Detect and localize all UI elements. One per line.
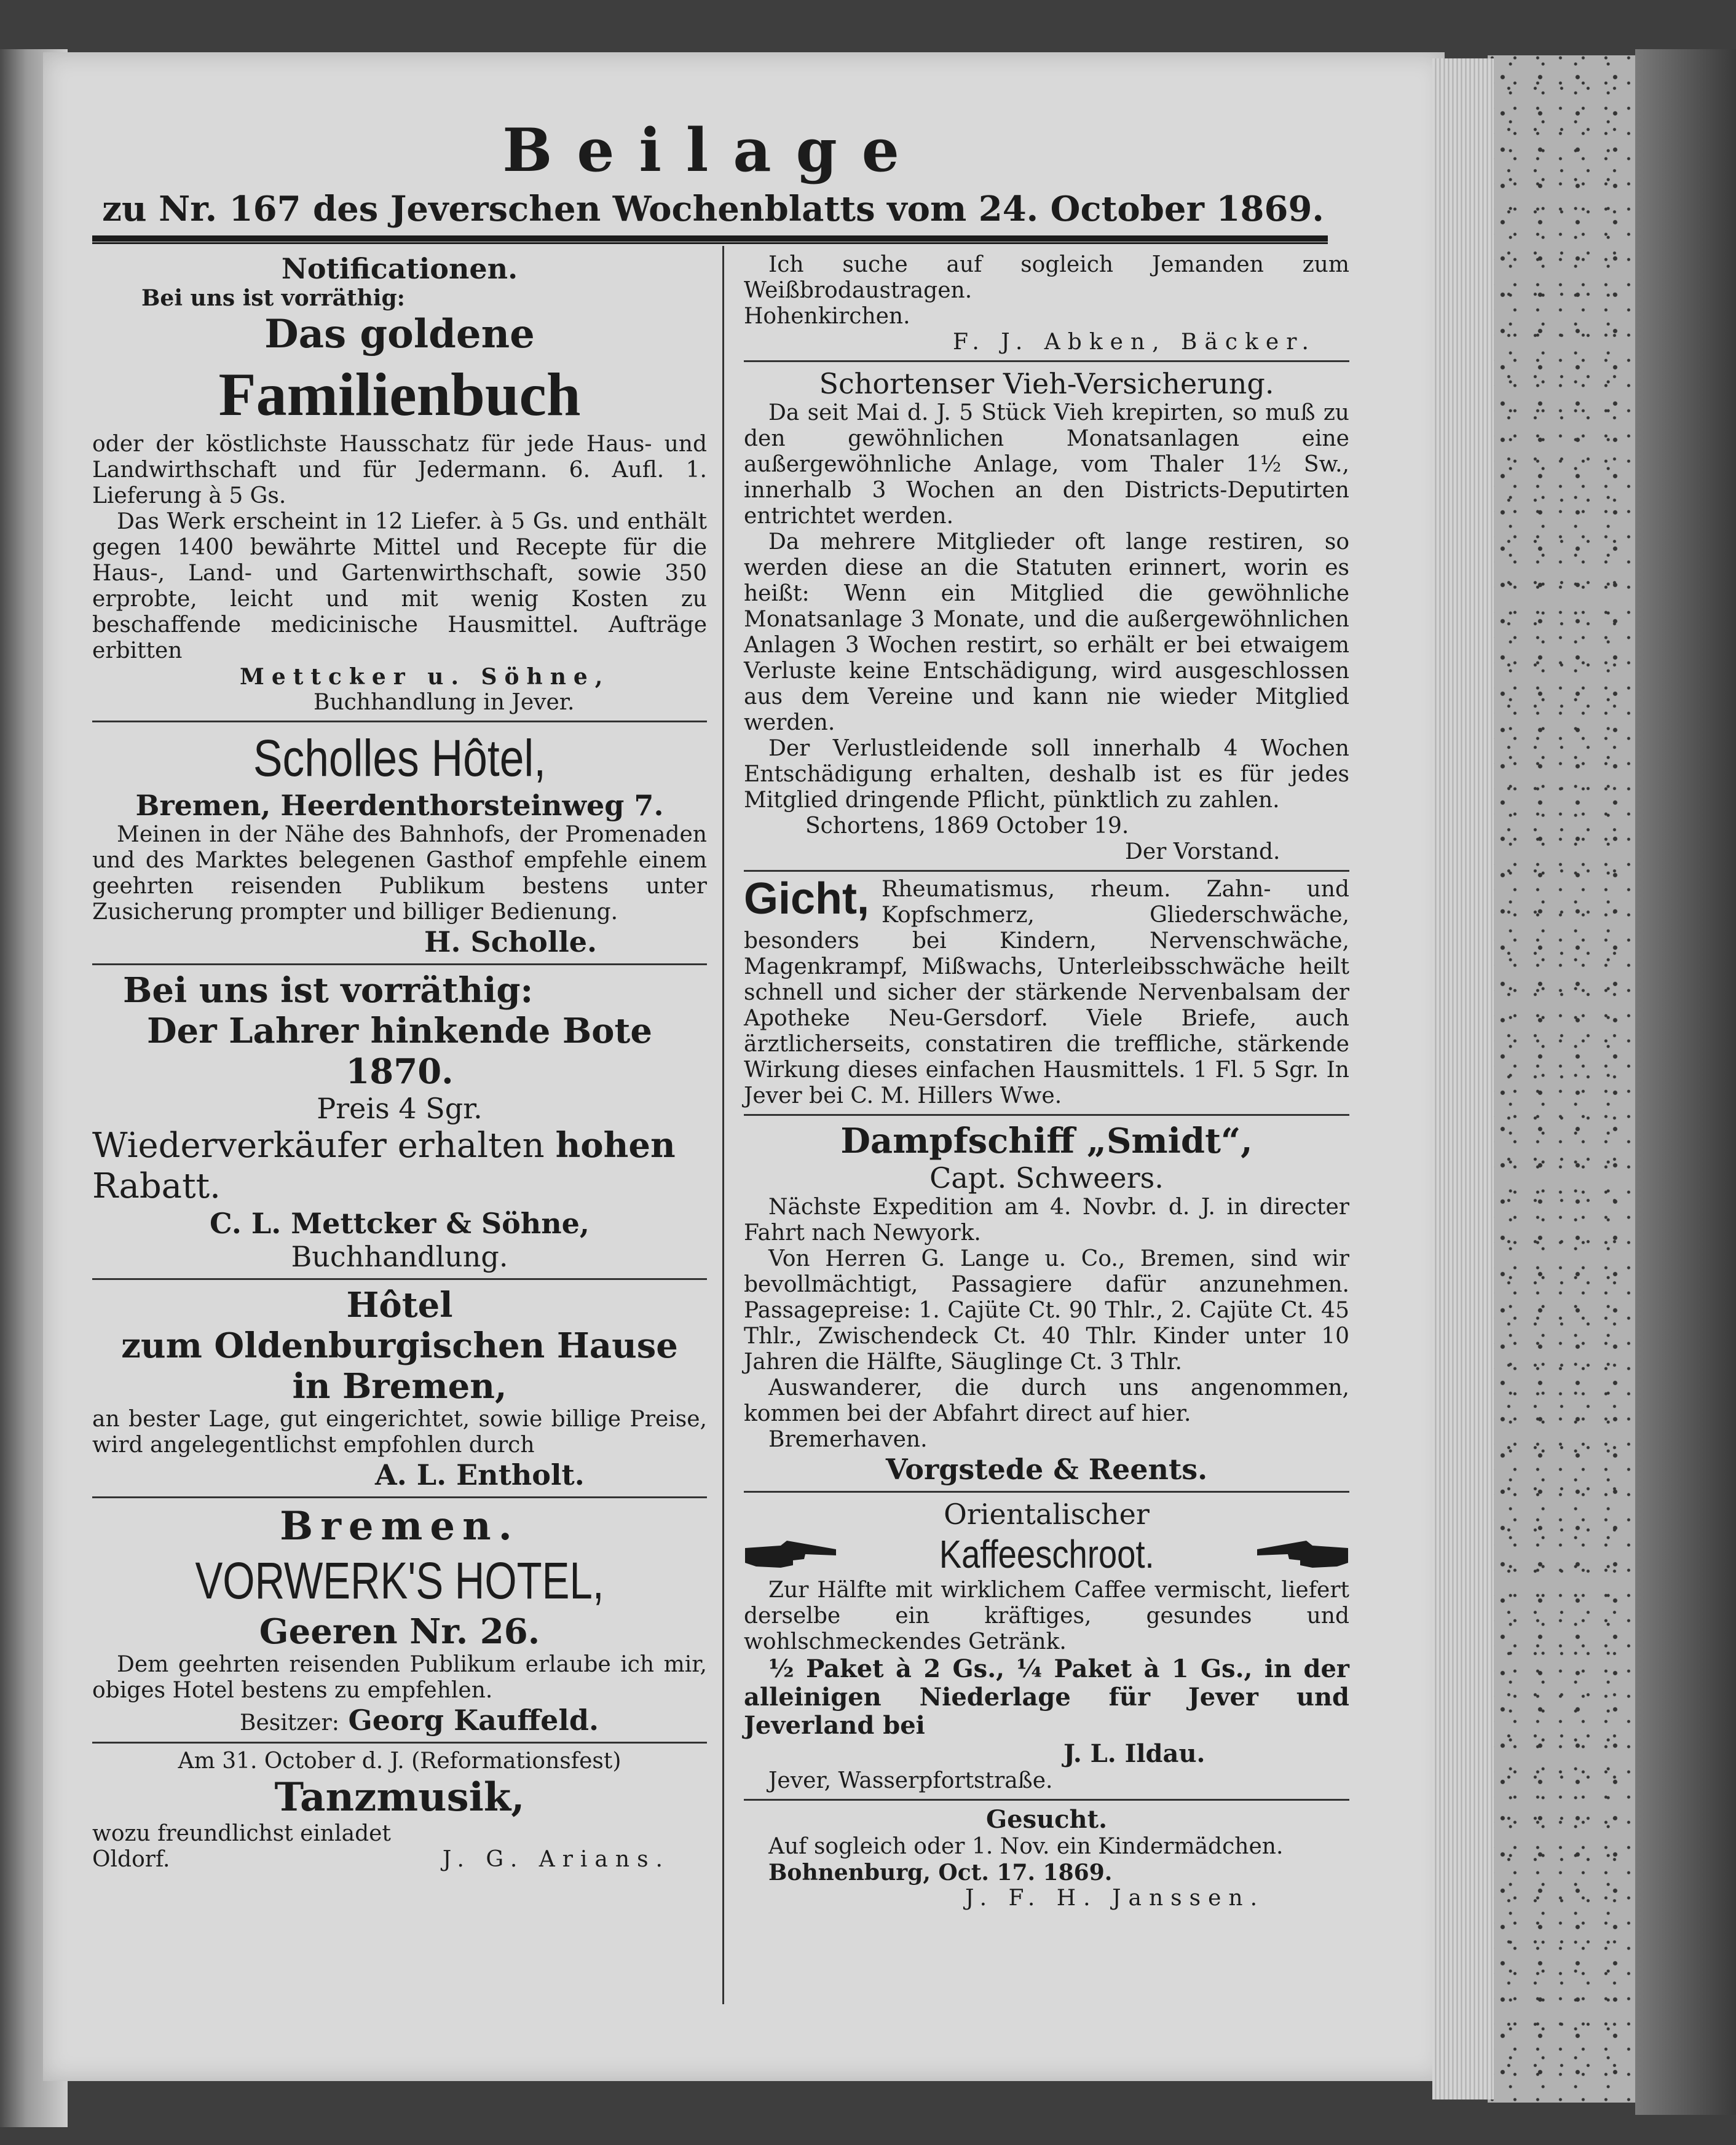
tanz-date: Am 31. October d. J. (Reformationsfest) [178,1748,621,1774]
pointing-hand-right-icon [744,1536,842,1573]
kaffee-title-row [744,1531,1349,1578]
gicht-ad [744,874,1349,1109]
divider [92,963,707,965]
vorwerk-address: Geeren Nr. 26. [259,1611,540,1652]
vieh-p3: Der Verlustleidende soll innerhalb 4 Wochen Entschädigung erhalten, deshalb ist es für jedes Mitglied dringende Pflicht, pünktlich zu zahlen. [744,736,1349,813]
kaffee-p1: Zur Hälfte mit wirklichem Caffee vermischt, liefert derselbe ein kräftiges, gesundes und wohlschmeckendes Getränk. [744,1578,1349,1654]
vorwerk-city: Bremen. [280,1503,519,1549]
divider [744,1799,1349,1801]
divider [92,721,707,722]
dampfschiff-ad [744,1121,1349,1486]
tanz-place: Oldorf. [92,1847,170,1872]
bote-reseller-text: Wiederverkäufer erhalten [92,1126,545,1166]
page-stack-edges [1432,58,1494,2100]
scholle-body: Meinen in der Nähe des Bahnhofs, der Promenaden und des Marktes belegenen Gasthof empfehle einem geehrten reisenden Publikum bestens unter Zusicherung prompter und billiger Bedienung. [92,822,707,925]
divider [92,1742,707,1744]
binding-edge [1635,49,1736,2115]
smidt-place: Bremerhaven. [768,1427,928,1452]
divider [92,1496,707,1498]
divider [92,1278,707,1280]
masthead-subtitle: zu Nr. 167 des Jeverschen Wochenblatts vom 24. October 1869. [102,189,1324,229]
gesucht-date: Bohnenburg, Oct. 17. 1869. [768,1860,1113,1886]
vorwerk-body: Dem geehrten reisenden Publikum erlaube ich mir, obiges Hotel bestens zu empfehlen. [92,1652,707,1703]
scholle-hotel-ad [92,727,707,958]
notification-signature-2: Buchhandlung in Jever. [314,690,575,715]
scholle-signature: H. Scholle. [424,925,598,958]
tanz-title: Tanzmusik, [274,1774,525,1820]
vieh-versicherung-ad [744,367,1349,865]
scholle-hotel-title: Scholles Hôtel, [253,729,546,787]
vorwerk-signature-name: Georg Kauffeld. [348,1704,599,1737]
bote-signature-1: C. L. Mettcker & Söhne, [210,1207,590,1240]
right-column [744,252,1349,1911]
gicht-body: Rheumatismus, rheum. Zahn- und Kopfschmerz, Gliederschwäche, besonders bei Kindern, Nervenschwäche, Magenkrampf, Mißwachs, Unterleibsschwäche heilt schnell und sicher der stärkende Nervenbalsam der Apotheke Neu-Gersdorf. Viele Briefe, auch ärztlicherseits, constatiren die treffliche, stärkende Wirkung dieses einfachen Hausmittels. 1 Fl. 5 Sgr. In Jever bei C. M. Hillers Wwe. [744,877,1349,1108]
gesucht-signature: J. F. H. Janssen. [965,1886,1265,1911]
smidt-p1: Nächste Expedition am 4. Novbr. d. J. in directer Fahrt nach Newyork. [744,1195,1349,1246]
smidt-signature: Vorgstede & Reents. [885,1453,1208,1486]
divider [744,360,1349,362]
bote-price: Preis 4 Sgr. [317,1092,483,1125]
gesucht-body: Auf sogleich oder 1. Nov. ein Kindermädchen. [768,1834,1284,1859]
kaffee-signature: J. L. Ildau. [1063,1739,1205,1768]
abken-body: Ich suche auf sogleich Jemanden zum Weißbrodaustragen. [744,252,1349,303]
smidt-p2: Von Herren G. Lange u. Co., Bremen, sind wir bevollmächtigt, Passagiere dafür anzunehmen. Passagepreise: 1. Cajüte Ct. 90 Thlr., 2. Cajüte Ct. 45 Thlr., Zwischendeck Ct. 40 Thlr. Kinder unter 10 Jahren die Hälfte, Säuglinge Ct. 3 Thlr. [744,1246,1349,1375]
vieh-date: Schortens, 1869 October 19. [805,813,1129,839]
familienbuch-title-1: Das goldene [264,311,535,357]
bote-reseller-bold: hohen [555,1125,676,1166]
kaffee-title-1: Orientalischer [944,1498,1150,1531]
bote-signature-2: Buchhandlung. [291,1240,508,1273]
oldenburg-body: an bester Lage, gut eingerichtet, sowie billige Preise, wird angelegentlichst empfohlen durch [92,1407,707,1458]
abken-place: Hohenkirchen. [744,304,910,329]
masthead [92,117,1334,234]
vorwerk-hotel-ad [92,1503,707,1737]
oldenburg-hotel-ad [92,1285,707,1491]
bote-intro: Bei uns ist vorräthig: [123,970,534,1011]
tanzmusik-ad [92,1748,707,1873]
column-rule [722,246,724,2004]
vorwerk-title: VORWERK'S HOTEL, [195,1552,604,1610]
masthead-title: Beilage [502,116,924,185]
bote-year: 1870. [345,1051,454,1092]
kaffee-p2: ½ Paket à 2 Gs., ¼ Paket à 1 Gs., in der alleinigen Niederlage für Jever und Jeverland bei [744,1654,1349,1740]
familienbuch-desc: oder der köstlichste Hausschatz für jede Haus- und Landwirthschaft und für Jedermann. 6. Aufl. 1. Lieferung à 5 Gs. [92,432,707,508]
divider [744,1114,1349,1116]
gesucht-ad [744,1806,1349,1911]
kaffeeschroot-ad [744,1498,1349,1794]
oldenburg-title-3: in Bremen, [292,1366,507,1407]
familienbuch-title-2: Familienbuch [218,360,581,429]
vieh-p2: Da mehrere Mitglieder oft lange restiren, so werden diese an die Statuten erinnert, worin es heißt: Wenn ein Mitglied die gewöhnliche Monatsanlage 3 Monate, und die außergewöhnlichen Anlagen 3 Wochen restirt, so erhält er bei etwaigem Verluste keine Entschädigung, wird ausgeschlossen aus dem Vereine und kann nie wieder Mitglied werden. [744,529,1349,735]
bote-rabatt: Rabatt. [92,1166,221,1206]
abken-ad [744,252,1349,355]
left-column [92,252,707,1873]
gicht-lead: Gicht, [744,874,870,923]
oldenburg-title-1: Hôtel [346,1285,453,1325]
smidt-captain: Capt. Schweers. [929,1161,1164,1195]
abken-signature: F. J. Abken, Bäcker. [953,330,1316,355]
notification-heading: Notificationen. [281,252,518,285]
vorwerk-signature [92,1704,707,1737]
notification-ad [92,252,707,716]
bote-reseller-line [92,1125,707,1166]
kaffee-place: Jever, Wasserpfortstraße. [768,1768,1053,1793]
notification-signature-1: Mettcker u. Söhne, [240,664,610,690]
hinkende-bote-ad [92,970,707,1273]
tanz-invite: wozu freundlichst einladet [92,1821,391,1846]
vieh-title: Schortenser Vieh-Versicherung. [819,367,1274,400]
vieh-p1: Da seit Mai d. J. 5 Stück Vieh krepirten, so muß zu den gewöhnlichen Monatsanlagen eine außergewöhnliche Anlage, vom Thaler 1½ Sw., innerhalb 3 Wochen an den Districts-Deputirten entrichtet werden. [744,400,1349,529]
pointing-hand-left-icon [1251,1536,1349,1573]
notification-intro: Bei uns ist vorräthig: [141,285,405,311]
oldenburg-title-2: zum Oldenburgischen Hause [121,1325,678,1366]
vieh-signature: Der Vorstand. [1125,839,1280,864]
scholle-address: Bremen, Heerdenthorsteinweg 7. [135,789,664,822]
gesucht-title: Gesucht. [985,1805,1108,1834]
book-binding [1488,55,1641,2103]
tanz-signature: J. G. Arians. [442,1847,670,1872]
tanz-footer [92,1847,707,1873]
kaffee-title-2: Kaffeeschroot. [939,1532,1154,1576]
oldenburg-signature: A. L. Entholt. [375,1458,585,1491]
smidt-p3: Auswanderer, die durch uns angenommen, kommen bei der Abfahrt direct auf hier. [744,1375,1349,1426]
masthead-rule [92,235,1328,244]
familienbuch-details: Das Werk erscheint in 12 Liefer. à 5 Gs. und enthält gegen 1400 bewährte Mittel und Recepte für die Haus-, Land- und Gartenwirthschaft, sowie 350 erprobte, leicht und mit wenig Kosten zu beschaffende medicinische Hausmittel. Aufträge erbitten [92,509,707,663]
smidt-title: Dampfschiff „Smidt“, [840,1121,1253,1161]
divider [744,1491,1349,1493]
bote-title: Der Lahrer hinkende Bote [146,1011,652,1051]
divider [744,870,1349,872]
vorwerk-signature-label: Besitzer: [240,1710,339,1736]
